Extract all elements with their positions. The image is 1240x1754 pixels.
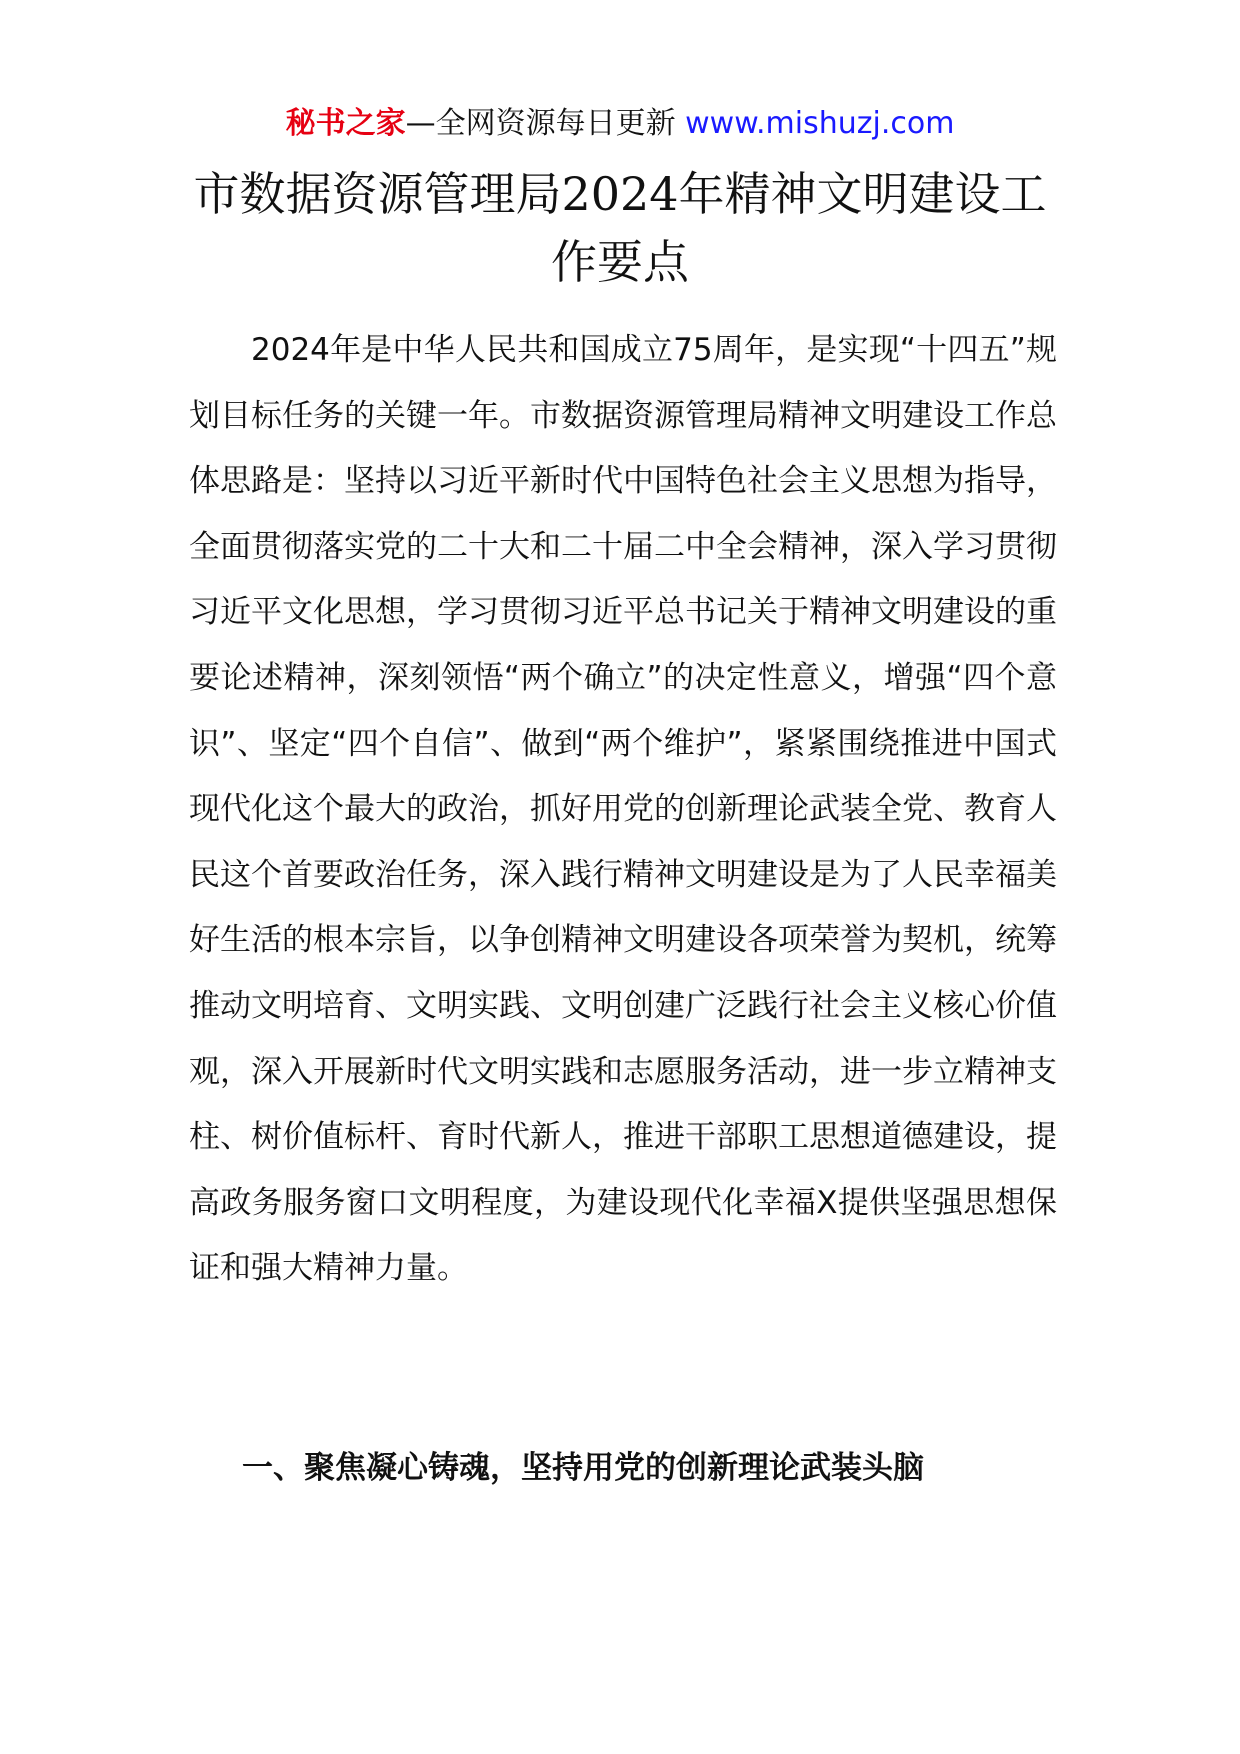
- section-heading-1: 一、聚焦凝心铸魂，坚持用党的创新理论武装头脑: [242, 1450, 924, 1486]
- title-part-2: 年精神文明建设工作要点: [551, 167, 1047, 289]
- brand-name: 秘书之家: [285, 106, 406, 141]
- site-header: [0, 104, 1240, 144]
- document-title: [180, 160, 1060, 296]
- header-slogan: —全网资源每日更新: [405, 106, 676, 141]
- title-year: 2024: [561, 167, 679, 221]
- site-url-link[interactable]: www.mishuzj.com: [685, 106, 955, 141]
- title-part-1: 市数据资源管理局: [193, 167, 562, 221]
- intro-paragraph: 2024年是中华人民共和国成立75周年，是实现“十四五”规划目标任务的关键一年。市数据资源管理局精神文明建设工作总体思路是：坚持以习近平新时代中国特色社会主义思想为指导，全面贯彻落实党的二十大和二十届二中全会精神，深入学习贯彻习近平文化思想，学习贯彻习近平总书记关于精神文明建设的重要论述精神，深刻领悟“两个确立”的决定性意义，增强“四个意识”、坚定“四个自信”、做到“两个维护”，紧紧围绕推进中国式现代化这个最大的政治，抓好用党的创新理论武装全党、教育人民这个首要政治任务，深入践行精神文明建设是为了人民幸福美好生活的根本宗旨，以争创精神文明建设各项荣誉为契机，统筹推动文明培育、文明实践、文明创建广泛践行社会主义核心价值观，深入开展新时代文明实践和志愿服务活动，进一步立精神支柱、树价值标杆、育时代新人，推进干部职工思想道德建设，提高政务服务窗口文明程度，为建设现代化幸福X提供坚强思想保证和强大精神力量。: [189, 332, 1057, 1287]
